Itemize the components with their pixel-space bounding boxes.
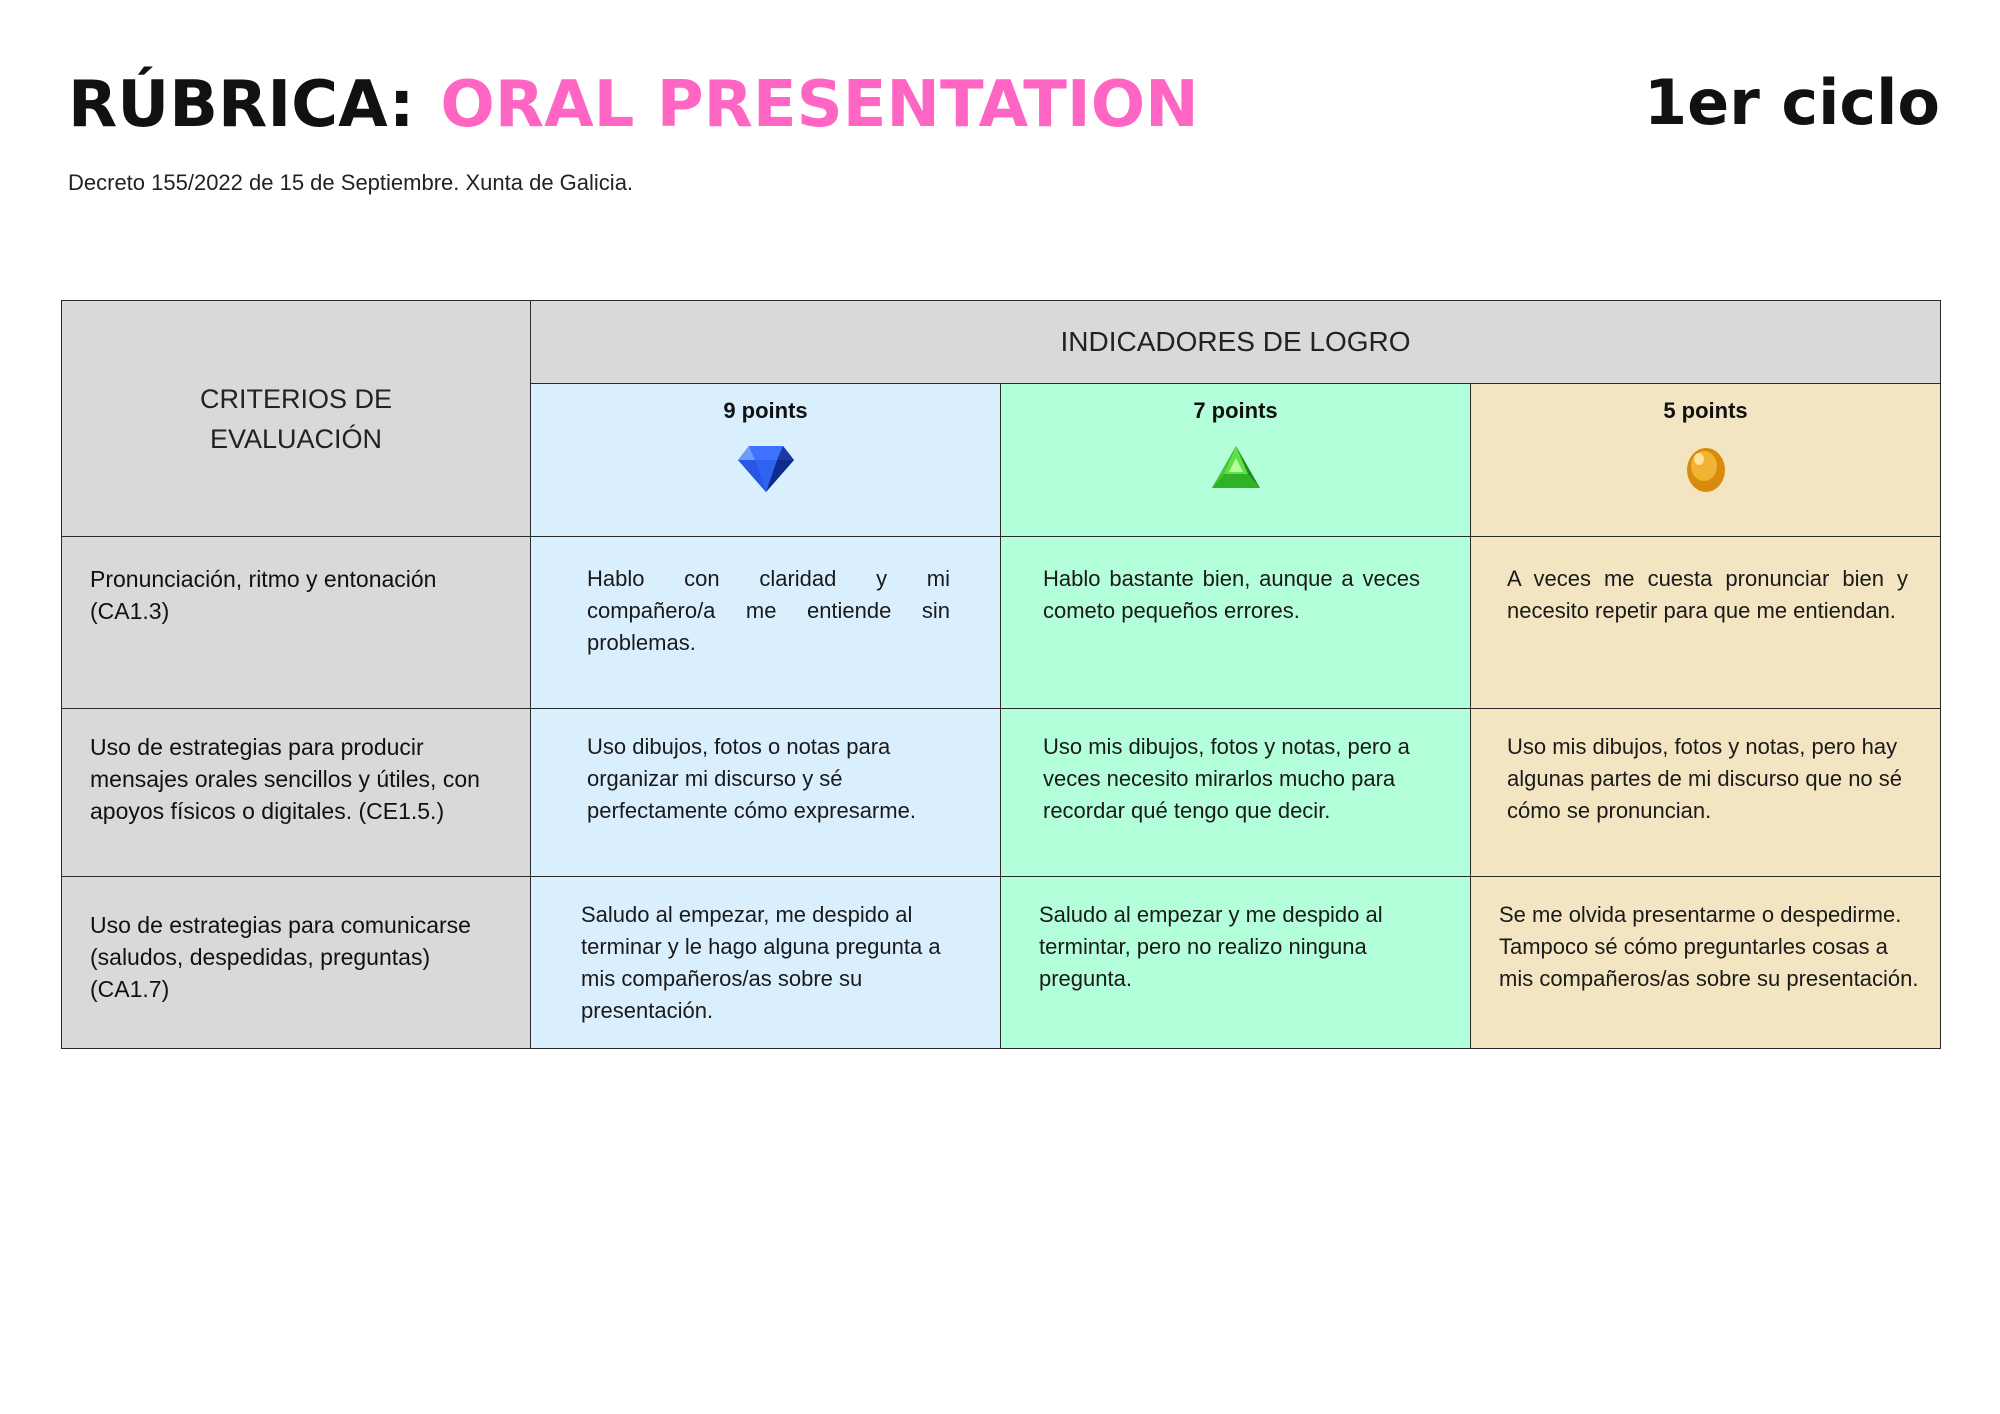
amber-stone-icon xyxy=(1684,444,1728,494)
level-5-label: 5 points xyxy=(1663,398,1748,423)
criterion-1: Pronunciación, ritmo y entonación (CA1.3) xyxy=(62,537,531,709)
green-gem-icon xyxy=(1210,444,1262,492)
row-3-level-5: Se me olvida presentarme o despedirme. Tampoco sé cómo preguntarles cosas a mis compañeros/as sobre su presentación. xyxy=(1471,877,1941,1049)
row-2-level-7: Uso mis dibujos, fotos y notas, pero a veces necesito mirarlos mucho para recordar qué tengo que decir. xyxy=(1001,709,1471,877)
criterion-2: Uso de estrategias para producir mensajes orales sencillos y útiles, con apoyos físicos o digitales. (CE1.5.) xyxy=(62,709,531,877)
row-1-level-5: A veces me cuesta pronunciar bien y necesito repetir para que me entiendan. xyxy=(1471,537,1941,709)
criterion-3: Uso de estrategias para comunicarse (saludos, despedidas, preguntas) (CA1.7) xyxy=(62,877,531,1049)
row-1-level-9: Hablo con claridad y mi compañero/a me entiende sin problemas. xyxy=(531,537,1001,709)
row-2-level-5: Uso mis dibujos, fotos y notas, pero hay algunas partes de mi discurso que no sé cómo se pronuncian. xyxy=(1471,709,1941,877)
title-prefix: RÚBRICA: xyxy=(68,68,415,142)
level-7-label: 7 points xyxy=(1193,398,1278,423)
criteria-header: CRITERIOS DE EVALUACIÓN xyxy=(62,301,531,537)
decree-note: Decreto 155/2022 de 15 de Septiembre. Xunta de Galicia. xyxy=(68,170,634,195)
row-2-level-9: Uso dibujos, fotos o notas para organizar mi discurso y sé perfectamente cómo expresarme. xyxy=(531,709,1001,877)
row-3-level-7: Saludo al empezar y me despido al termintar, pero no realizo ninguna pregunta. xyxy=(1001,877,1471,1049)
row-1-level-7: Hablo bastante bien, aunque a veces cometo pequeños errores. xyxy=(1001,537,1471,709)
cycle-label: 1er ciclo xyxy=(1644,66,1940,139)
page-title xyxy=(68,68,1199,142)
indicators-header: INDICADORES DE LOGRO xyxy=(531,301,1941,384)
level-5-header xyxy=(1471,384,1941,537)
level-9-header xyxy=(531,384,1001,537)
title-accent: ORAL PRESENTATION xyxy=(440,68,1199,142)
level-7-header xyxy=(1001,384,1471,537)
row-3-level-9: Saludo al empezar, me despido al terminar y le hago alguna pregunta a mis compañeros/as sobre su presentación. xyxy=(531,877,1001,1049)
level-9-label: 9 points xyxy=(723,398,808,423)
blue-diamond-icon xyxy=(737,444,795,494)
rubric-table xyxy=(61,300,1941,1049)
